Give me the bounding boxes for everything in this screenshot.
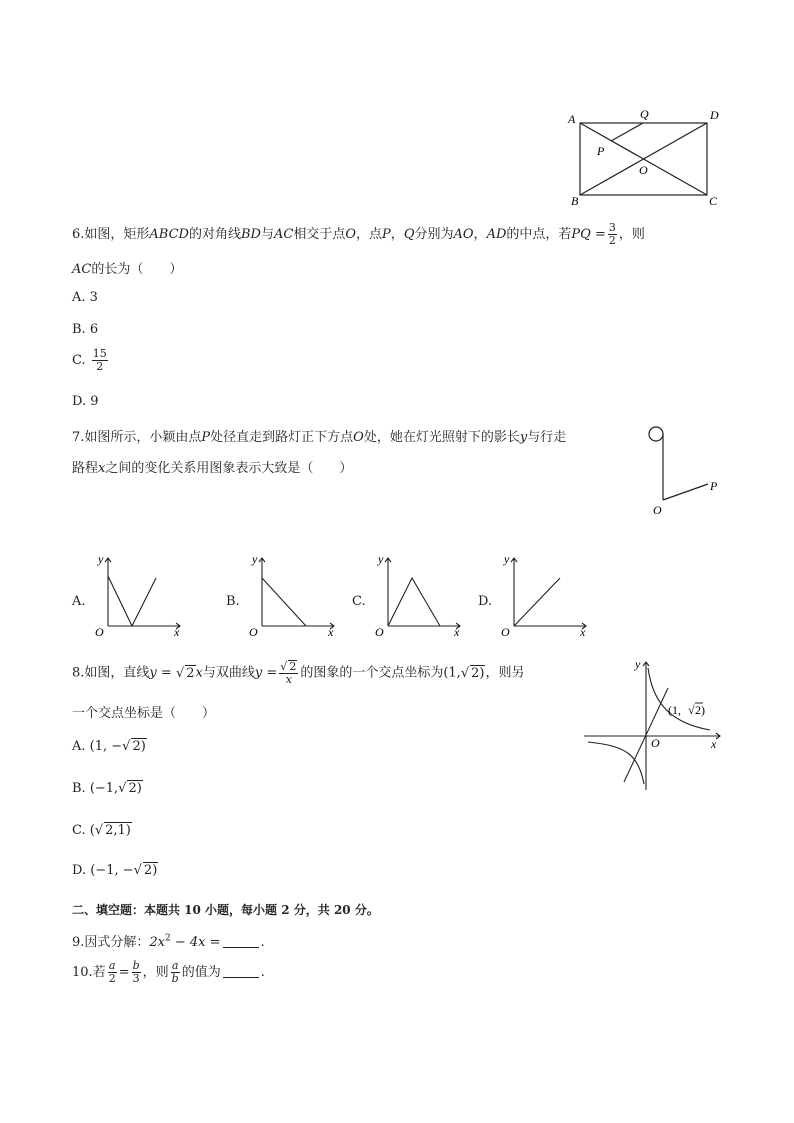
- q6-frac-num: 3: [608, 221, 616, 234]
- q7-line1-a: 7.如图所示，小颖由点: [72, 430, 202, 445]
- q10-text-c: 的值为: [181, 965, 221, 980]
- q6-text1: 如图，矩形: [84, 227, 150, 242]
- q8-hyp-fraction: [279, 660, 298, 686]
- graph-b-y: y: [252, 552, 258, 566]
- q6-text3: 与: [260, 227, 274, 242]
- q7-option-c-label[interactable]: C.: [352, 594, 366, 609]
- q6-fraction: [608, 222, 617, 247]
- q8-option-c[interactable]: [72, 822, 132, 838]
- q8-hyp-num-val: 2: [289, 660, 297, 673]
- q8-optb-sqrt: [118, 781, 143, 796]
- label-B: B: [571, 194, 579, 208]
- q6-text2: 的对角线: [188, 227, 241, 242]
- q10-f1-den: 2: [108, 972, 116, 985]
- question-7-line1: [72, 426, 566, 445]
- rectangle-figure: [565, 105, 735, 210]
- q7-line1-c: 处，她在灯光照射下的影长: [363, 430, 520, 445]
- q6-eq: =: [594, 227, 606, 242]
- q6-option-c-fraction: [92, 348, 108, 373]
- label-O: O: [639, 163, 648, 177]
- q8-optd-a: D. (−1, −: [72, 863, 134, 878]
- q8-optb-a: B. (−1,: [72, 781, 119, 796]
- q7-graph-a[interactable]: [88, 552, 188, 642]
- q6-text7: 的中点，若: [506, 227, 572, 242]
- q7-line2-a: 路程: [72, 461, 99, 476]
- q8-opta-sqrt: [122, 739, 147, 754]
- hyp-point-sqrt-sign: √: [688, 703, 695, 717]
- q8-optd-sqrt: [134, 863, 159, 878]
- q7-p: P: [201, 430, 211, 445]
- q7-option-d-label[interactable]: D.: [478, 594, 493, 609]
- q7-line1-d: 与行走: [527, 430, 567, 445]
- q8-sqrt2-val: 2: [186, 665, 195, 681]
- q6-line2-text: 的长为（ ）: [91, 262, 183, 277]
- label-Q: Q: [640, 107, 649, 121]
- q10-text-b: ，则: [142, 965, 169, 980]
- question-7-line2: [72, 457, 352, 476]
- q8-optc-sqrt: [95, 823, 132, 838]
- q7-option-b-label[interactable]: B.: [226, 594, 240, 609]
- question-10: [72, 960, 265, 985]
- q6-q: Q: [403, 227, 415, 242]
- q8-x1: x: [195, 665, 203, 681]
- q6-text6: 分别为: [414, 227, 454, 242]
- q8-line1-c: 的图象的一个交点坐标为: [300, 665, 444, 681]
- q8-opta-a: A. (1, −: [72, 739, 123, 754]
- q6-option-c-label: C.: [72, 353, 86, 368]
- graph-a-o: O: [95, 625, 104, 639]
- q7-line2-b: 之间的变化关系用图象表示大致是（ ）: [105, 461, 353, 476]
- label-P: P: [597, 144, 605, 158]
- q8-eq2: =: [266, 665, 278, 681]
- q8-y2: y: [254, 665, 263, 681]
- q10-frac3: [171, 960, 180, 985]
- q8-hyp-num: [279, 660, 298, 674]
- lamp-label-O: O: [653, 503, 662, 517]
- q10-answer-blank[interactable]: [223, 977, 259, 978]
- graph-c-x: x: [454, 625, 460, 639]
- graph-b-o: O: [249, 625, 258, 639]
- lamp-icon: [649, 427, 663, 441]
- label-D: D: [710, 108, 719, 122]
- q6-bd: BD: [241, 227, 261, 242]
- q6-option-b[interactable]: B. 6: [72, 322, 99, 337]
- graph-d-x: x: [580, 625, 586, 639]
- q6-rect: ABCD: [149, 227, 189, 242]
- graph-c-o: O: [375, 625, 384, 639]
- q6-option-a[interactable]: A. 3: [72, 290, 98, 305]
- q10-frac1: [108, 960, 117, 985]
- q6-pq: PQ: [571, 227, 591, 242]
- q7-graph-c[interactable]: [368, 552, 468, 642]
- q10-f2-num: b: [132, 959, 140, 972]
- q8-point-sqrt: [461, 666, 486, 681]
- q8-optc-b: 2,1): [105, 823, 131, 838]
- q8-option-a[interactable]: [72, 738, 147, 754]
- q8-eq1: =: [160, 665, 172, 681]
- hyp-origin: O: [651, 736, 660, 750]
- graph-c-y: y: [378, 552, 384, 566]
- q8-point-b: 2): [471, 665, 485, 681]
- question-9: [72, 931, 265, 950]
- q8-line1-a: 8.如图，直线: [72, 665, 150, 681]
- q6-number: 6.: [72, 227, 85, 242]
- q7-graph-d[interactable]: [494, 552, 594, 642]
- q10-text-a: 10.若: [72, 965, 106, 980]
- hyp-axis-y: y: [635, 657, 641, 671]
- q8-optb-b: 2): [128, 781, 142, 796]
- q9-end: .: [260, 935, 265, 950]
- hyp-point-a: (1,: [668, 703, 681, 717]
- q6-ac: AC: [274, 227, 294, 242]
- q8-option-b[interactable]: [72, 780, 143, 796]
- lamp-figure: [640, 418, 730, 518]
- question-8-line1: [72, 660, 524, 686]
- label-C: C: [709, 194, 718, 208]
- q10-frac2: [132, 960, 141, 985]
- q8-option-d[interactable]: [72, 862, 158, 878]
- question-8-line2: 一个交点坐标是（ ）: [72, 706, 216, 721]
- q10-end: .: [260, 965, 265, 980]
- lamp-label-P: P: [710, 479, 718, 493]
- q6-frac-den: 2: [608, 234, 616, 247]
- q8-point-a: (1,: [443, 665, 461, 681]
- q6-o: O: [345, 227, 357, 242]
- q6-option-d[interactable]: D. 9: [72, 394, 99, 409]
- section-2-heading: 二、填空题：本题共 10 小题，每小题 2 分，共 20 分。: [72, 903, 379, 917]
- q7-graph-b[interactable]: [242, 552, 342, 642]
- q6-line2-ac: AC: [72, 262, 92, 277]
- q8-y1: y: [149, 665, 157, 681]
- q8-sqrt2: [176, 666, 196, 681]
- q6-text8: ，则: [618, 227, 645, 242]
- q7-o: O: [353, 430, 364, 445]
- q10-f1-num: a: [108, 959, 116, 972]
- q8-optc-a: C. (: [72, 823, 95, 838]
- q8-hyp-den: x: [285, 673, 292, 686]
- q7-y: y: [519, 430, 528, 445]
- q8-optd-b: 2): [143, 863, 158, 878]
- graph-d-o: O: [501, 625, 510, 639]
- q7-x: x: [98, 461, 106, 476]
- q6-text4: 相交于点: [293, 227, 346, 242]
- graph-a-x: x: [174, 625, 180, 639]
- q6-optc-num: 15: [92, 347, 107, 360]
- q6-option-c[interactable]: [72, 348, 110, 373]
- q10-f2-den: 3: [132, 972, 140, 985]
- q9-expr-a: 2x: [149, 935, 166, 950]
- graph-d-y: y: [504, 552, 510, 566]
- q8-opta-b: 2): [132, 739, 146, 754]
- hyperbola-figure: [582, 656, 727, 796]
- question-6-line1: 6.如图，矩形ABCD的对角线BD与AC相交于点O，点P，Q分别为AO，AD的中点，若PQ = $\frac{3}{2}$ ，则: [72, 221, 645, 247]
- q6-p: P: [382, 227, 391, 242]
- q9-text: 9.因式分解：: [72, 935, 150, 950]
- q8-line1-d: ，则另: [485, 665, 525, 681]
- q9-sup: 2: [165, 933, 171, 944]
- question-6-line2: [72, 258, 182, 277]
- q10-eq: =: [118, 965, 130, 980]
- q6-ad: AD: [486, 227, 507, 242]
- q9-answer-blank[interactable]: [223, 947, 259, 948]
- q8-line1-b: 与双曲线: [202, 665, 255, 681]
- graph-b-x: x: [328, 625, 334, 639]
- graph-a-y: y: [98, 552, 104, 566]
- q6-optc-den: 2: [96, 360, 104, 373]
- label-A: A: [568, 112, 576, 126]
- q10-f3-den: b: [171, 972, 179, 985]
- q7-line1-b: 处径直走到路灯正下方点: [210, 430, 354, 445]
- hyp-axis-x: x: [711, 737, 717, 751]
- q7-option-a-label[interactable]: A.: [72, 594, 86, 609]
- q9-expr-b: − 4x =: [170, 935, 221, 950]
- q6-text5: ，点: [356, 227, 383, 242]
- q10-f3-num: a: [171, 959, 179, 972]
- q6-ao: AO: [453, 227, 474, 242]
- hyp-point-b: 2): [695, 703, 705, 717]
